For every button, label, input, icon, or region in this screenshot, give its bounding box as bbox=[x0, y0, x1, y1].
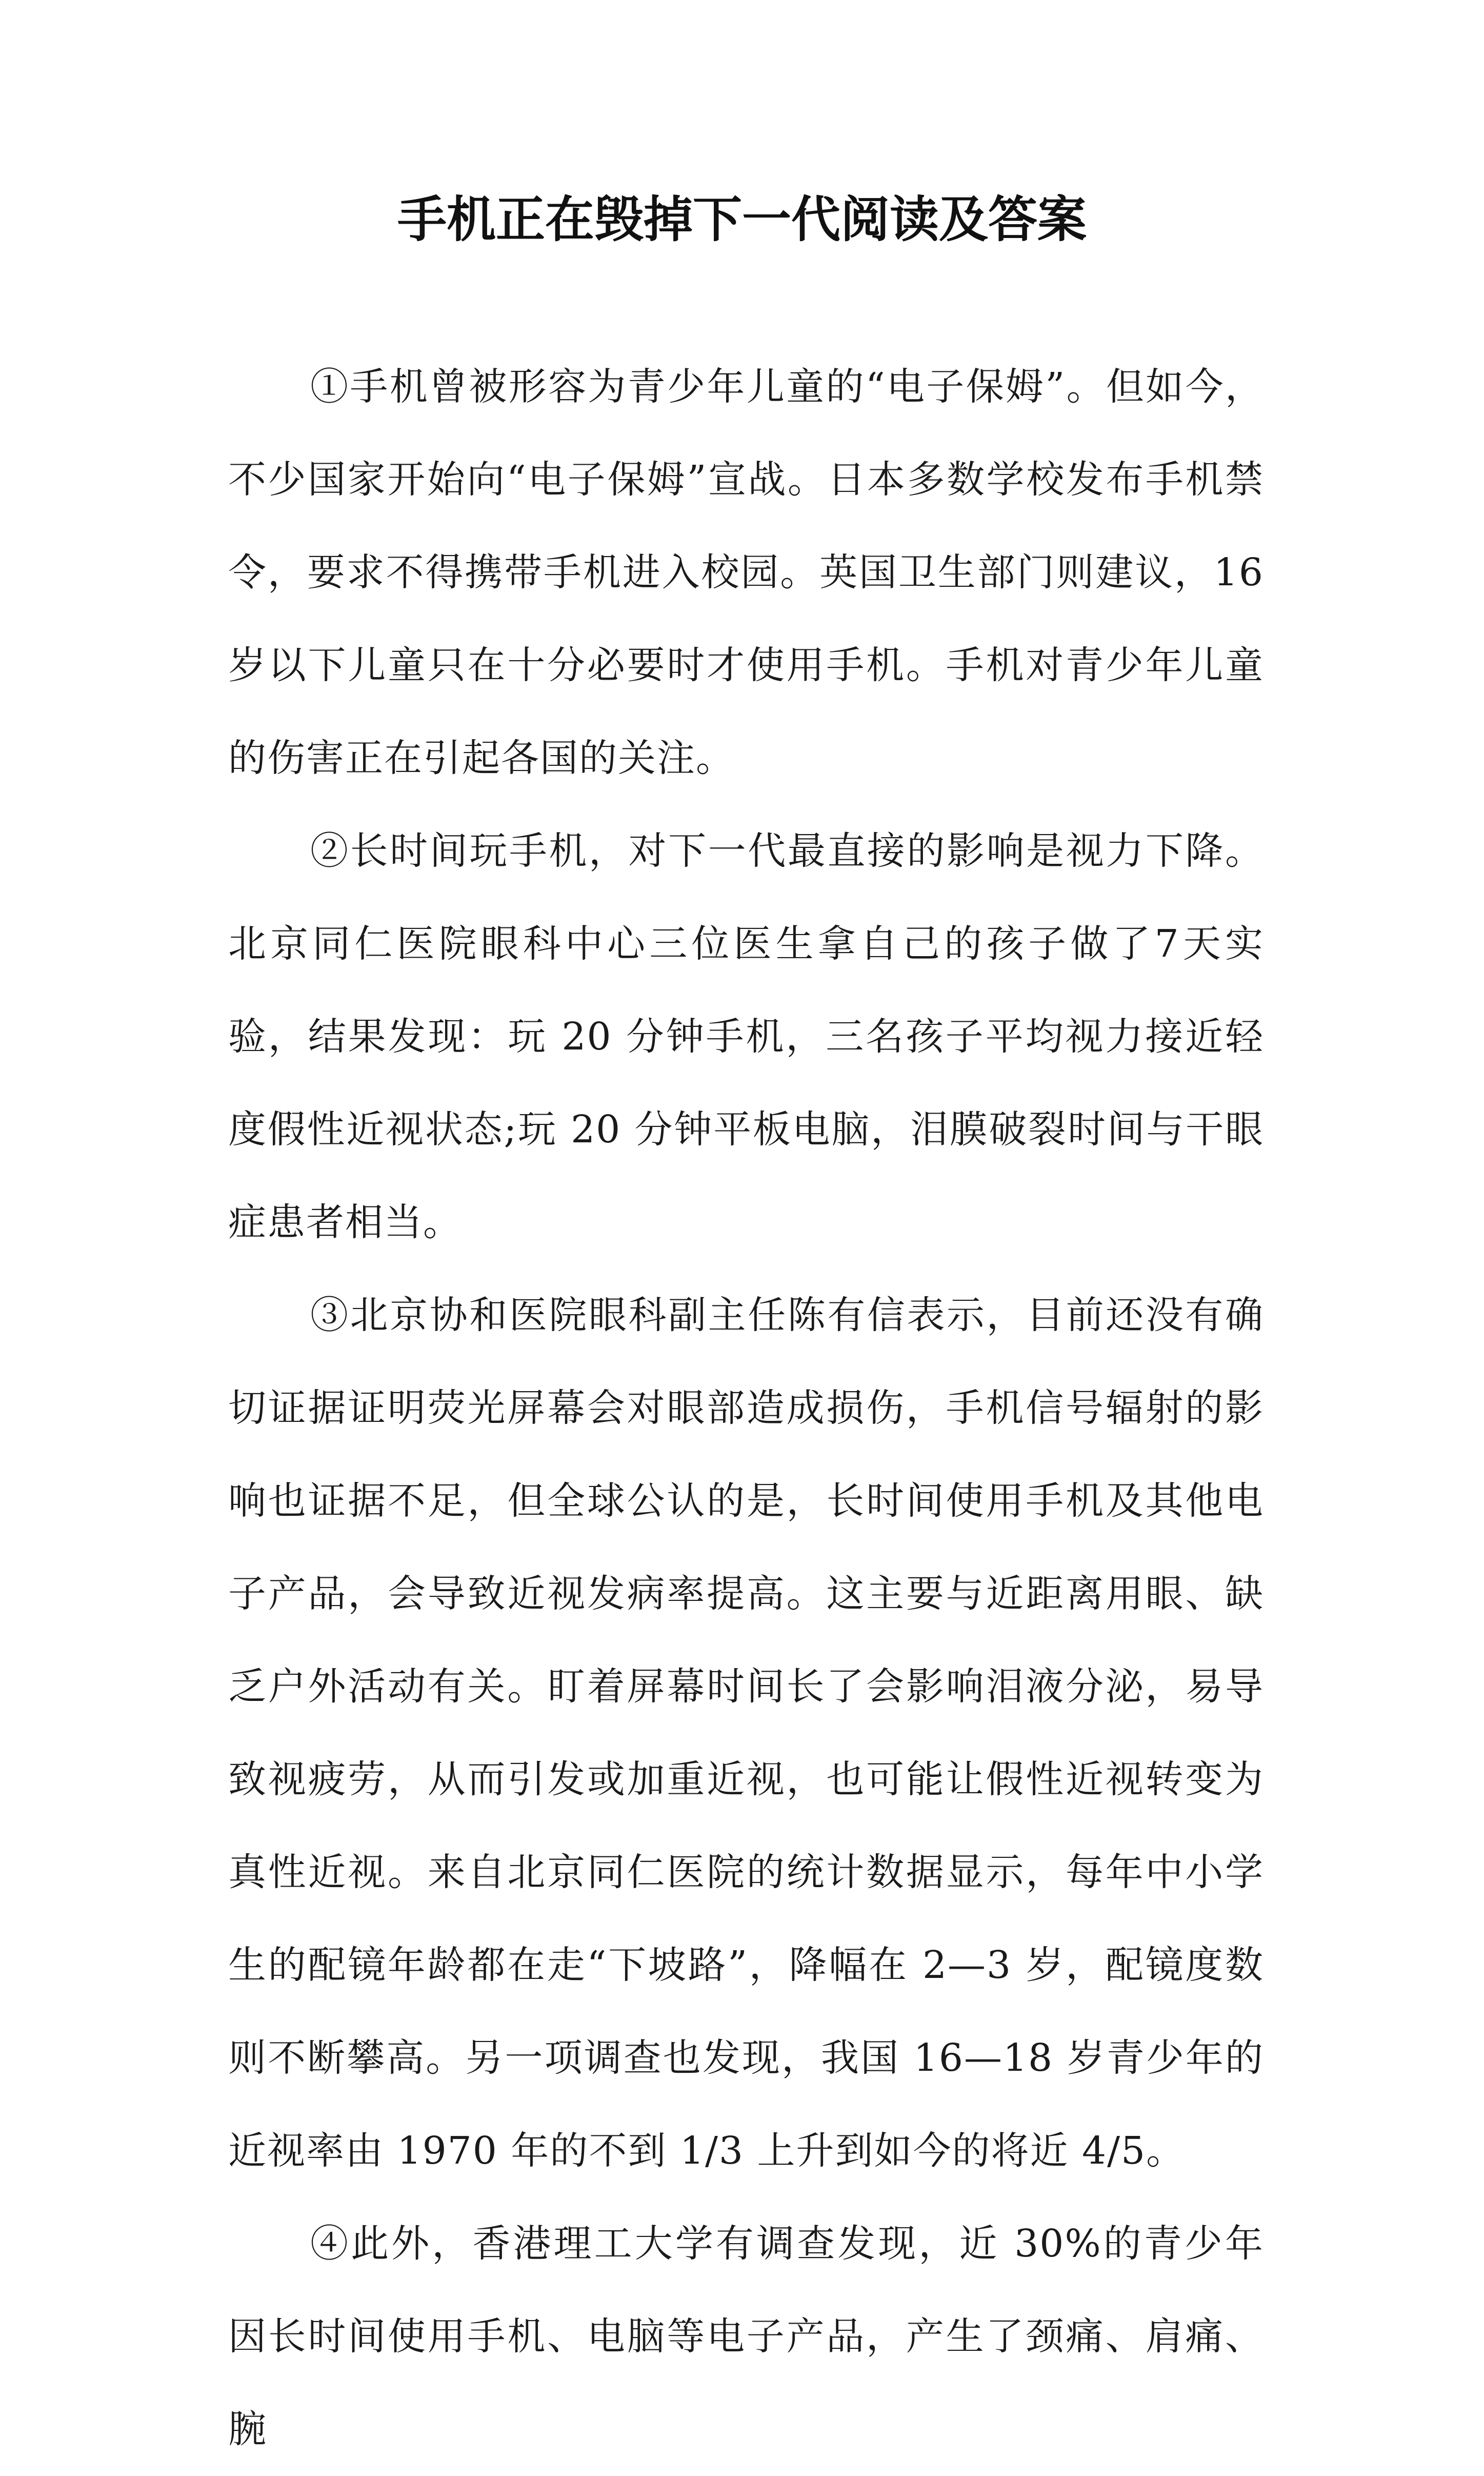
paragraph-1: ①手机曾被形容为青少年儿童的“电子保姆”。但如今，不少国家开始向“电子保姆”宣战。日本多数学校发布手机禁令，要求不得携带手机进入校园。英国卫生部门则建议，16 岁以下儿童只在十分必要时才使用手机。手机对青少年儿童的伤害正在引起各国的关注。 bbox=[228, 365, 1264, 780]
paragraph-3: ③北京协和医院眼科副主任陈有信表示，目前还没有确切证据证明荧光屏幕会对眼部造成损伤，手机信号辐射的影响也证据不足，但全球公认的是，长时间使用手机及其他电子产品，会导致近视发病率提高。这主要与近距离用眼、缺乏户外活动有关。盯着屏幕时间长了会影响泪液分泌，易导致视疲劳，从而引发或加重近视，也可能让假性近视转变为真性近视。来自北京同仁医院的统计数据显示，每年中小学生的配镜年龄都在走“下坡路”，降幅在 2—3 岁，配镜度数则不断攀高。另一项调查也发现，我国 16—18 岁青少年的近视率由 1970 年的不到 1/3 上升到如今的将近 4/5。 bbox=[228, 1293, 1264, 2173]
document-title: 手机正在毁掉下一代阅读及答案 bbox=[397, 190, 1087, 248]
paragraph-2: ②长时间玩手机，对下一代最直接的影响是视力下降。北京同仁医院眼科中心三位医生拿自己的孩子做了7天实验，结果发现：玩 20 分钟手机，三名孩子平均视力接近轻度假性近视状态;玩 20 分钟平板电脑，泪膜破裂时间与干眼症患者相当。 bbox=[228, 829, 1264, 1244]
paragraph-4: ④此外，香港理工大学有调查发现，近 30%的青少年因长时间使用手机、电脑等电子产品，产生了颈痛、肩痛、腕 bbox=[228, 2222, 1264, 2451]
document-body bbox=[228, 341, 1264, 2476]
